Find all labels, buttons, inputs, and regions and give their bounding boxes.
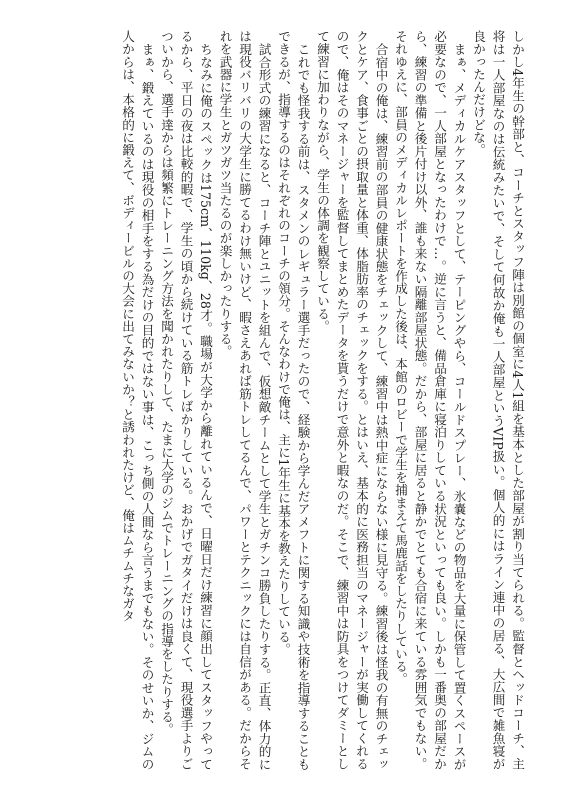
paragraph-6: ちなみに俺のスペックは175cm、110kg、28才。職場が大学から離れているんで、日曜日だけ練習に顔出してスタッフやってるから、平日の夜は比較的暇で、学生の頃から続けている筋トレばかりしている。おかげでガタイだけは良くて、現役選手よりごついから、選手達からは頻繁にトレーニング方法を聞かれたりして、たまに大学のジムでトレーニングの指導をしたりする。 [159, 30, 213, 770]
paragraph-1: しかし4年生の幹部と、コーチとスタッフ陣は別館の個室に4人1組を基本とした部屋が割り当てられる。監督とヘッドコーチ、主将は一人部屋なのは伝統みたいで、そして何故か俺も一人部屋というVIP扱い。個人的にはライン連中の居る、大広間で雑魚寝が良かったんだけどな。 [471, 30, 525, 770]
paragraph-5: 試合形式の練習になると、コーチ陣とユニットを組んで、仮想敵チームとして学生とガチンコ勝負したりする。正直、体力的には現役バリバリの大学生に勝てるわけ無いけど、暇さえあれば筋トレしてるんで、パワーとテクニックには自信がある。だからそれを武器に学生とガツガツ当たるのが楽しかったりする。 [217, 30, 272, 770]
paragraph-2: まぁ、メディカルケアスタッフとして、テーピングやら、コールドスプレー、氷嚢などの物品を大量に保管して置くスペースが必要なので、一人部屋となったわけで…。逆に言うと、備品倉庫に寝泊りしている状況といっても良い。しかも一番奥の部屋だから、練習の準備と後片付け以外、誰も来ない隔離部屋状態。だから、部屋に居ると静かでとても合宿に来ている雰囲気でもない。それゆえに、部員のメディカルレポートを作成した後は、本館のロビーで学生を捕まえて馬鹿話をしたりしている。 [393, 30, 467, 770]
paragraph-7: まぁ、鍛えているのは現役の相手をする為だけの目的ではない事は、こっち側の人間なら言うまでもない。そのせいか、ジムの人からは、本格的に鍛えて、ボディービルの大会に出てみないか？と誘われたけど、俺はムチムチなガタ [120, 30, 155, 770]
paragraph-3: 合宿中の俺は、練習前の部員の健康状態をチェックして、練習中は熱中症にならない様に見守る。練習後は怪我の有無のチェックとケア、食事ごとの摂取量と体重、体脂肪率のチェックをする。とはいえ、基本的に医務担当のマネージャーが実働してくれるので、俺はそのマネージャーを監督してまとめたデータを貰うだけで意外と暇なのだ。そこで、練習中は防具をつけてダミーとして練習に加わりながら、学生の体調を観察している。 [315, 30, 389, 770]
vertical-text-body [32, 30, 527, 770]
paragraph-4: これでも怪我する前は、スタメンのレギュラー選手だったので、経験から学んだアメフトに関する知識や技術を指導することもできるが、指導するのはそれぞれのコーチの領分。そんなわけで俺は、主に1年生に基本を教えたりしている。 [276, 30, 311, 770]
